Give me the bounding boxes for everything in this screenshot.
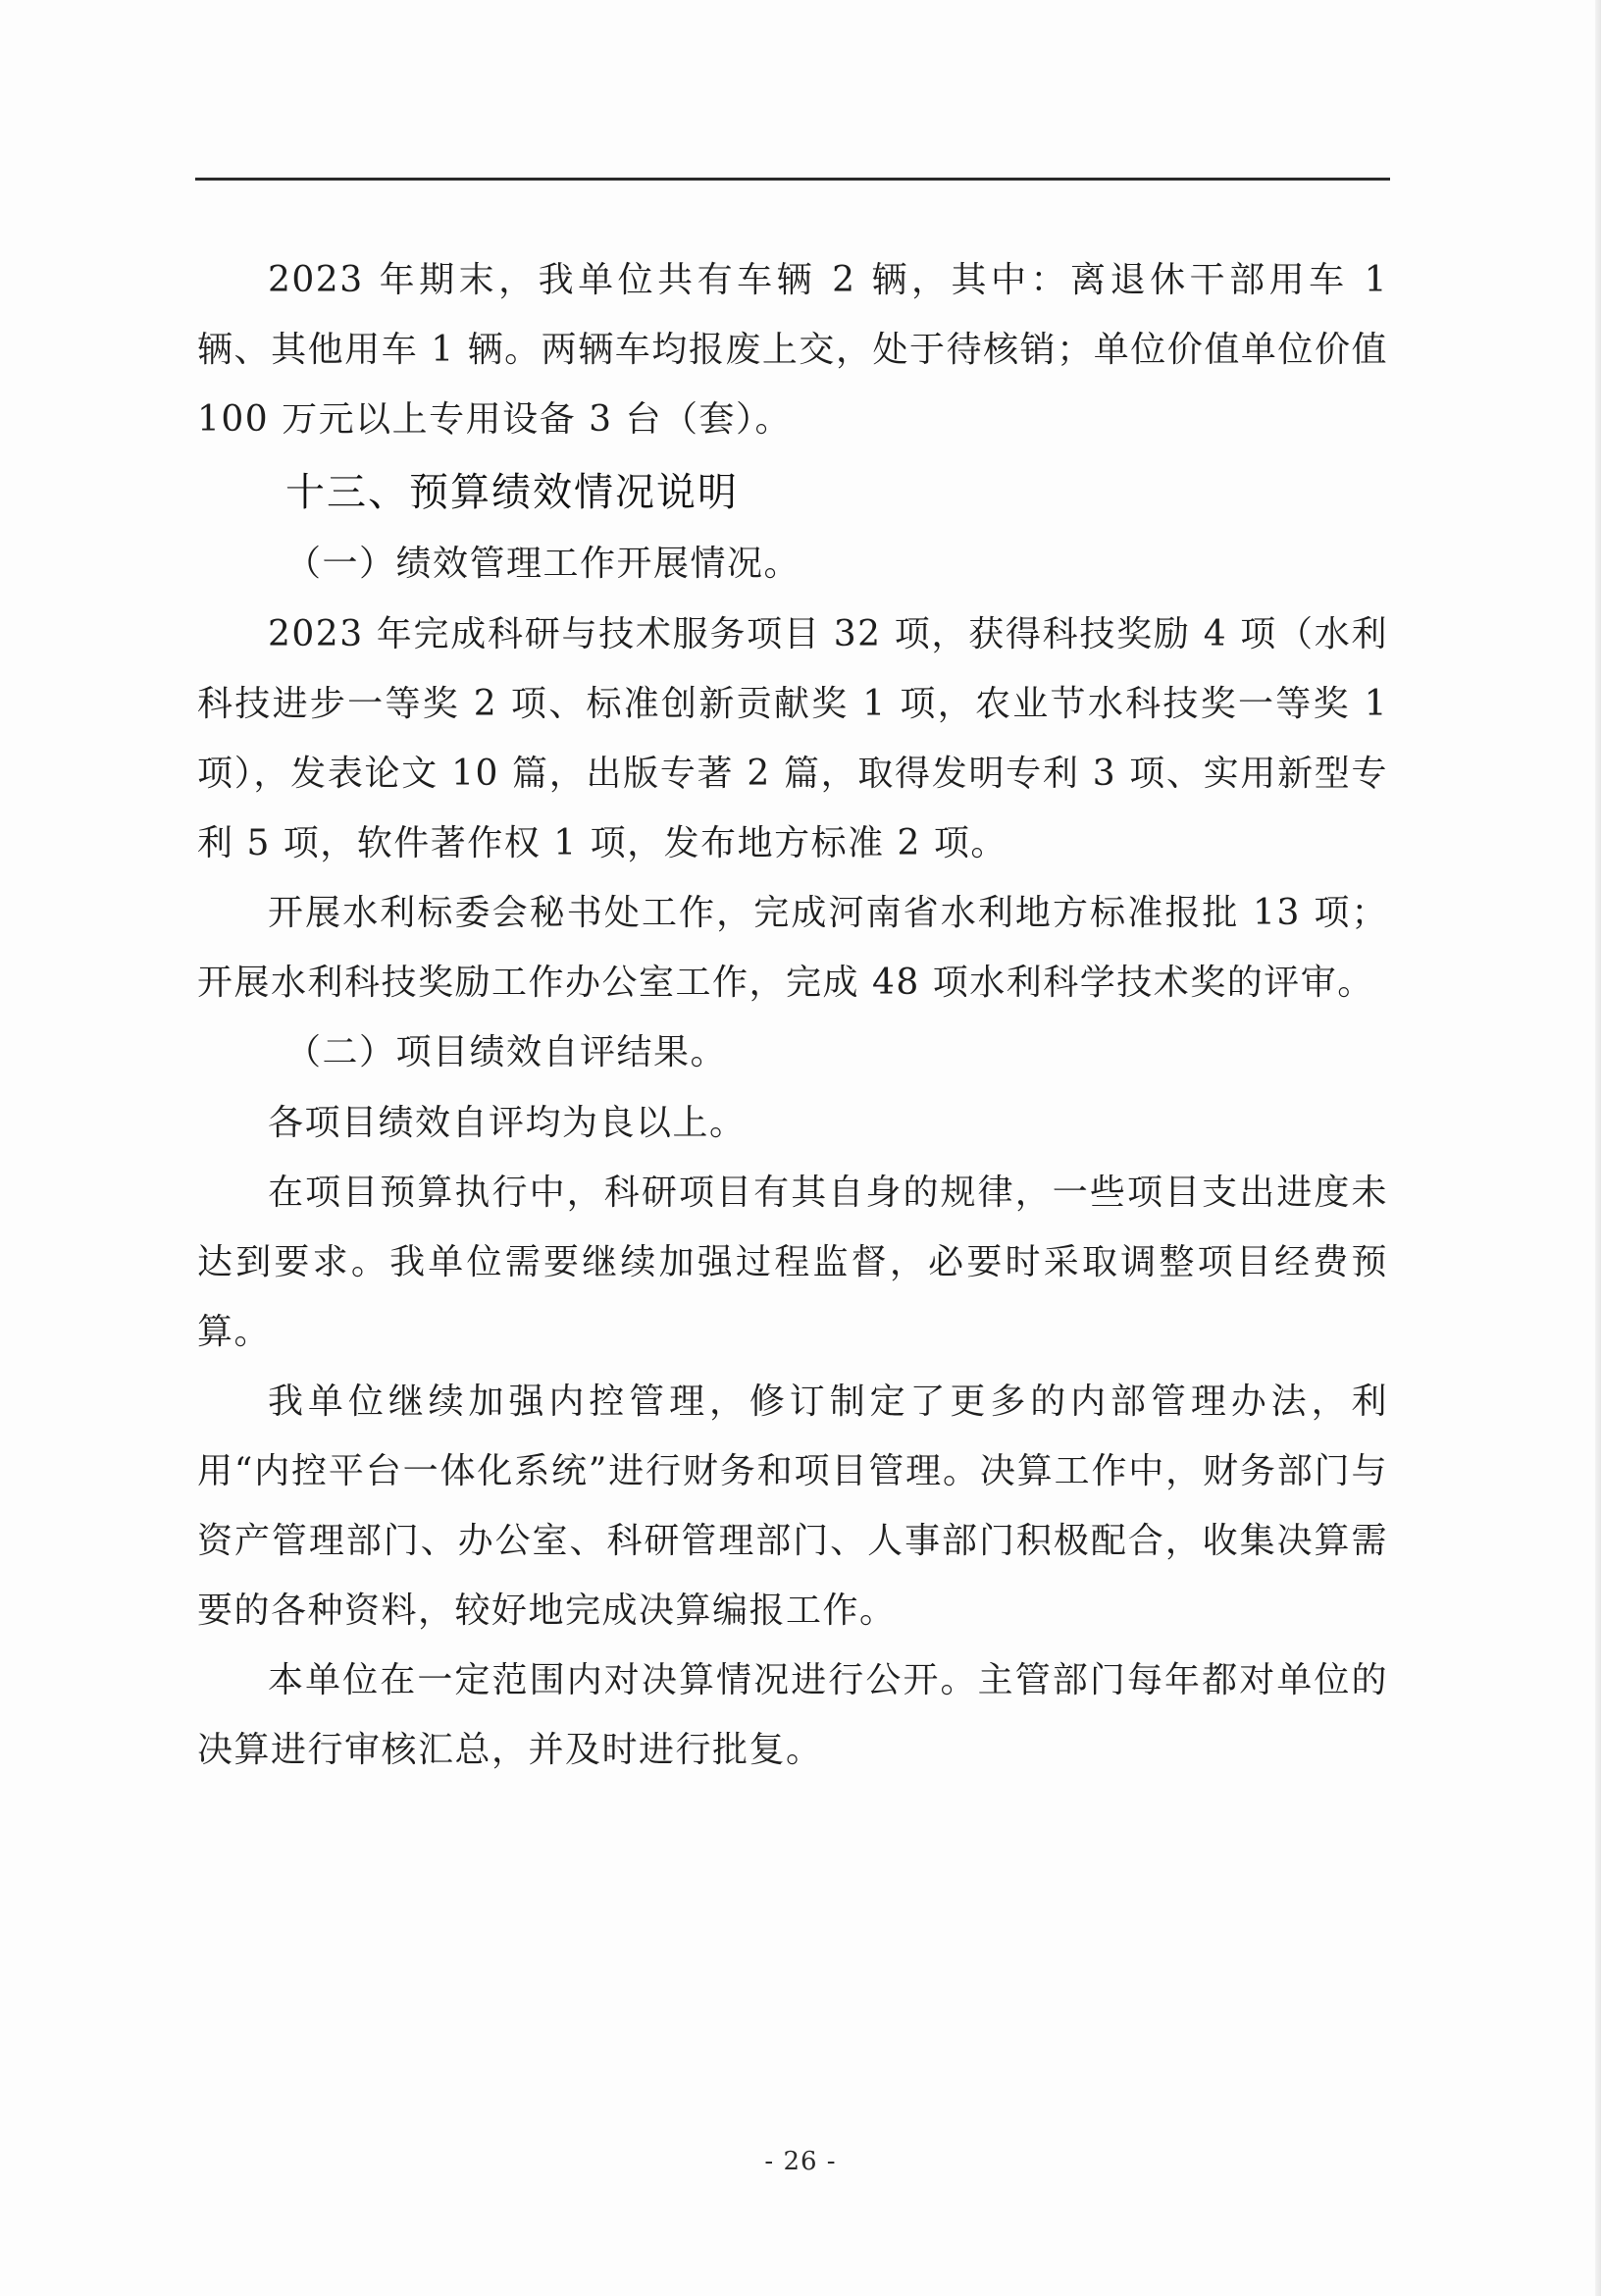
document-body: [197, 245, 1388, 1785]
paragraph-internal-control: 我单位继续加强内控管理，修订制定了更多的内部管理办法，利用“内控平台一体化系统”进行财务和项目管理。决算工作中，财务部门与资产管理部门、办公室、科研管理部门、人事部门积极配合，收集决算需要的各种资料，较好地完成决算编报工作。: [197, 1382, 1388, 1631]
paragraph-research-achievements: 2023 年完成科研与技术服务项目 32 项，获得科技奖励 4 项（水利科技进步一等奖 2 项、标准创新贡献奖 1 项，农业节水科技奖一等奖 1 项），发表论文 10 篇，出版专著 2 篇，取得发明专利 3 项、实用新型专利 5 项，软件著作权 1 项，发布地方标准 2 项。: [197, 614, 1388, 863]
header-rule: [195, 178, 1390, 181]
paragraph-standards-work: 开展水利标委会秘书处工作，完成河南省水利地方标准报批 13 项；开展水利科技奖励工作办公室工作，完成 48 项水利科学技术奖的评审。: [197, 893, 1388, 1003]
subheading-self-evaluation: （二）项目绩效自评结果。: [285, 1032, 728, 1072]
paragraph-disclosure: 本单位在一定范围内对决算情况进行公开。主管部门每年都对单位的决算进行审核汇总，并及时进行批复。: [197, 1660, 1388, 1770]
page-number: - 26 -: [764, 2147, 837, 2176]
paragraph-budget-execution: 在项目预算执行中，科研项目有其自身的规律，一些项目支出进度未达到要求。我单位需要继续加强过程监督，必要时采取调整项目经费预算。: [197, 1173, 1388, 1352]
section-heading-budget-performance: 十三、预算绩效情况说明: [285, 470, 739, 515]
subheading-performance-management: （一）绩效管理工作开展情况。: [285, 544, 801, 584]
paragraph-evaluation-result: 各项目绩效自评均为良以上。: [268, 1103, 747, 1143]
paragraph-vehicles: 2023 年期末，我单位共有车辆 2 辆，其中：离退休干部用车 1 辆、其他用车 1 辆。两辆车均报废上交，处于待核销；单位价值单位价值 100 万元以上专用设备 3 台（套）。: [197, 260, 1388, 440]
page-edge: [1595, 0, 1601, 2296]
